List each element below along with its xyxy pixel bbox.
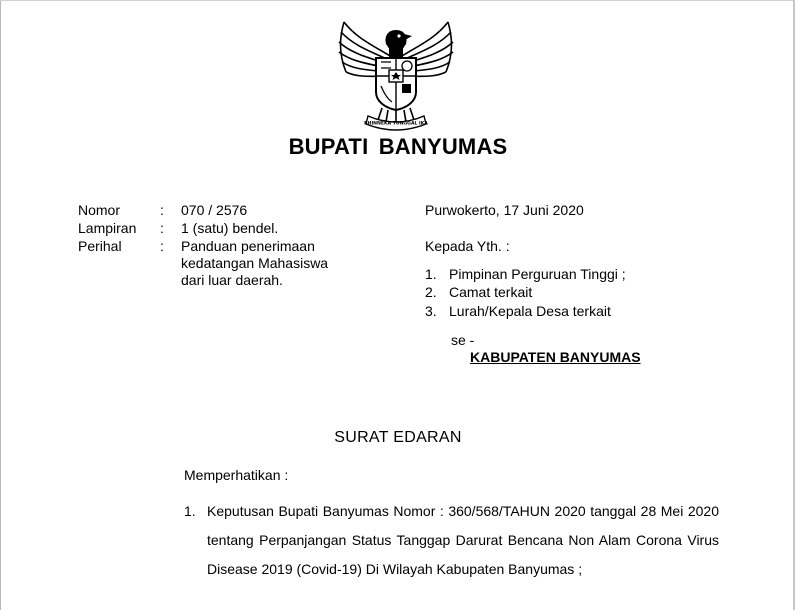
nomor-value: 070 / 2576 [181, 202, 248, 218]
perihal-colon: : [160, 238, 164, 254]
page-border-left [0, 0, 1, 610]
kepada-label: Kepada Yth. : [425, 238, 510, 254]
recipient-number: 3. [425, 303, 437, 319]
emblem-motto: BHINNEKA TUNGGAL IKA [364, 121, 428, 127]
se-label: se - [451, 332, 475, 348]
addressee-block [425, 202, 765, 332]
page-title: BUPATI BANYUMAS [288, 134, 508, 159]
perihal-label: Perihal [78, 238, 122, 254]
place-date: Purwokerto, 17 Juni 2020 [425, 202, 584, 218]
surat-edaran-heading: SURAT EDARAN [334, 429, 462, 446]
nomor-label: Nomor [78, 202, 121, 218]
perihal-value-line-2: kedatangan Mahasiswa [181, 255, 329, 271]
nomor-colon: : [160, 202, 164, 218]
memperhatikan-label: Memperhatikan : [184, 467, 289, 483]
destination-kabupaten: KABUPATEN BANYUMAS [470, 349, 641, 365]
point-text: Keputusan Bupati Banyumas Nomor : 360/568/TAHUN 2020 tanggal 28 Mei 2020 tentang Perpanjangan Status Tanggap Darurat Bencana Non Alam Corona Virus Disease 2019 (Covid-19) Di Wilayah Kabupaten Banyumas ; [207, 503, 719, 577]
recipient-text: Lurah/Kepala Desa terkait [449, 303, 611, 319]
lampiran-colon: : [160, 220, 164, 236]
recipient-text: Pimpinan Perguruan Tinggi ; [449, 266, 626, 282]
letter-meta [78, 202, 378, 292]
point-number: 1. [184, 503, 196, 519]
recipient-number: 2. [425, 284, 437, 300]
perihal-value-line-1: Panduan penerimaan [181, 238, 315, 254]
lampiran-label: Lampiran [78, 220, 137, 236]
recipient-number: 1. [425, 266, 437, 282]
perihal-value-line-3: dari luar daerah. [181, 272, 283, 288]
garuda-emblem [334, 16, 458, 134]
page-border-top [0, 0, 795, 1]
recipient-text: Camat terkait [449, 284, 533, 300]
lampiran-value: 1 (satu) bendel. [181, 220, 279, 236]
